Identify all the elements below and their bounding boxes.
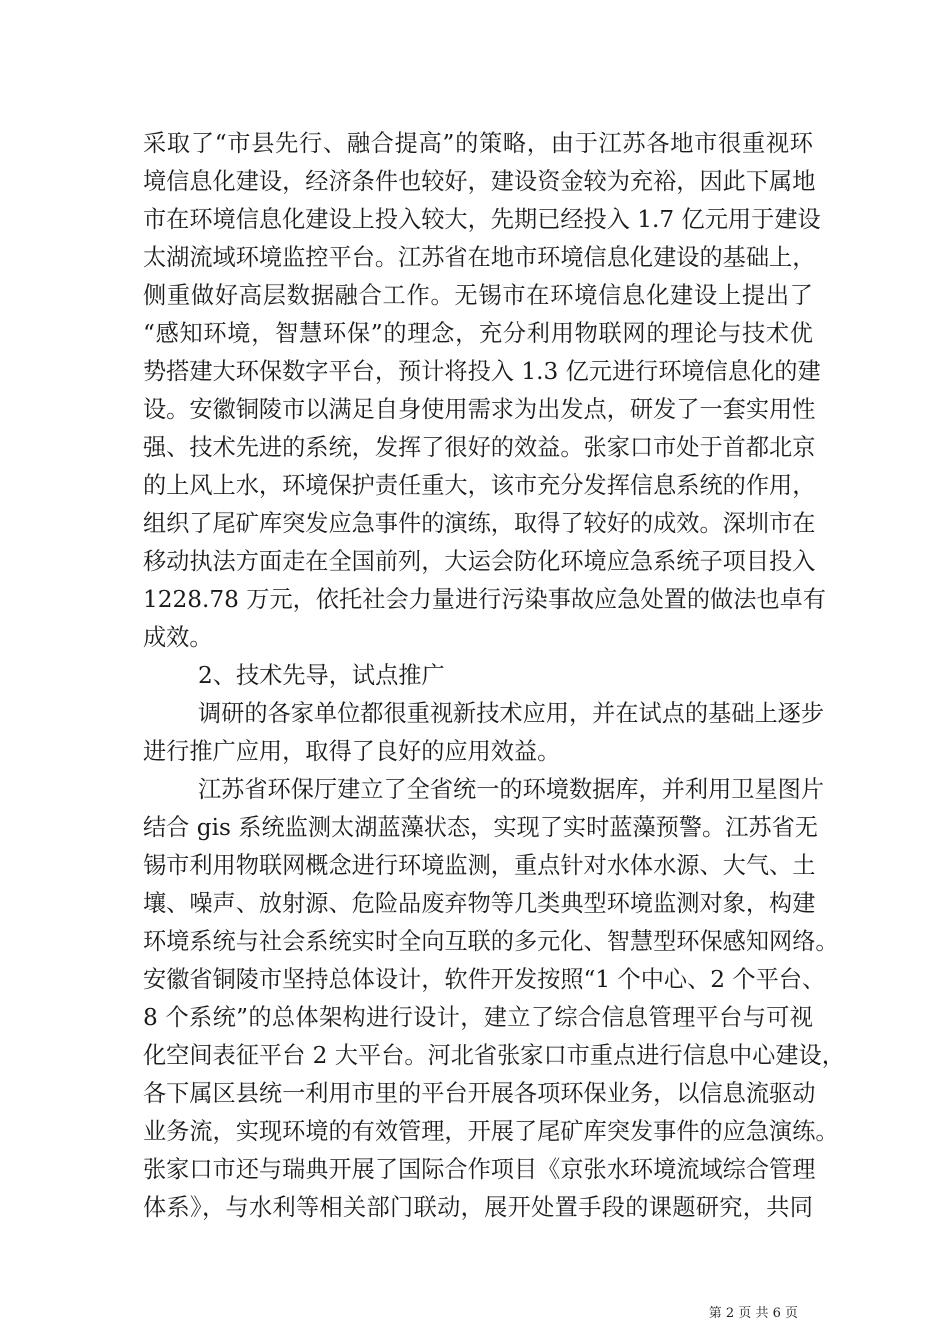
body-line: 结合 gis 系统监测太湖蓝藻状态，实现了实时蓝藻预警。江苏省无 <box>143 814 818 841</box>
body-line: 安徽省铜陵市坚持总体设计，软件开发按照“1 个中心、2 个平台、 <box>143 966 826 993</box>
section-heading: 2、技术先导，试点推广 <box>198 662 445 689</box>
body-line: 进行推广应用，取得了良好的应用效益。 <box>143 738 561 765</box>
body-line: 1228.78 万元，依托社会力量进行污染事故应急处置的做法也卓有 <box>143 586 826 613</box>
body-line: 调研的各家单位都很重视新技术应用，并在试点的基础上逐步 <box>198 700 825 727</box>
body-line: 江苏省环保厅建立了全省统一的环境数据库，并利用卫星图片 <box>198 776 825 803</box>
body-line: 市在环境信息化建设上投入较大，先期已经投入 1.7 亿元用于建设 <box>143 206 821 233</box>
body-line: 8 个系统”的总体架构进行设计，建立了综合信息管理平台与可视 <box>143 1004 813 1031</box>
body-line: 的上风上水，环境保护责任重大，该市充分发挥信息系统的作用， <box>143 472 816 499</box>
body-line: 壤、噪声、放射源、危险品废弃物等几类典型环境监测对象，构建 <box>143 890 816 917</box>
body-line: 锡市利用物联网概念进行环境监测，重点针对水体水源、大气、土 <box>143 852 816 879</box>
body-line: 化空间表征平台 2 大平台。河北省张家口市重点进行信息中心建设， <box>143 1042 845 1069</box>
body-line: 各下属区县统一利用市里的平台开展各项环保业务，以信息流驱动 <box>143 1080 816 1107</box>
body-line: 体系》，与水利等相关部门联动，展开处置手段的课题研究，共同 <box>143 1194 813 1221</box>
body-line: 势搭建大环保数字平台，预计将投入 1.3 亿元进行环境信息化的建 <box>143 358 821 385</box>
body-line: 强、技术先进的系统，发挥了很好的效益。张家口市处于首都北京 <box>143 434 816 461</box>
body-line: 采取了“市县先行、融合提高”的策略，由于江苏各地市很重视环 <box>143 130 813 157</box>
body-line: 环境系统与社会系统实时全向互联的多元化、智慧型环保感知网络。 <box>143 928 839 955</box>
body-line: 成效。 <box>143 624 213 651</box>
body-line: 移动执法方面走在全国前列，大运会防化环境应急系统子项目投入 <box>143 548 816 575</box>
body-line: 太湖流域环境监控平台。江苏省在地市环境信息化建设的基础上， <box>143 244 816 271</box>
body-line: 业务流，实现环境的有效管理，开展了尾矿库突发事件的应急演练。 <box>143 1118 839 1145</box>
body-line: 境信息化建设，经济条件也较好，建设资金较为充裕，因此下属地 <box>143 168 816 195</box>
body-line: 侧重做好高层数据融合工作。无锡市在环境信息化建设上提出了 <box>143 282 813 309</box>
page-number-footer: 第 2 页 共 6 页 <box>708 1306 798 1321</box>
body-line: 张家口市还与瑞典开展了国际合作项目《京张水环境流域综合管理 <box>143 1156 816 1183</box>
body-line: 设。安徽铜陵市以满足自身使用需求为出发点，研发了一套实用性 <box>143 396 816 423</box>
body-line: 组织了尾矿库突发应急事件的演练，取得了较好的成效。深圳市在 <box>143 510 816 537</box>
body-line: “感知环境，智慧环保”的理念，充分利用物联网的理论与技术优 <box>143 320 813 347</box>
